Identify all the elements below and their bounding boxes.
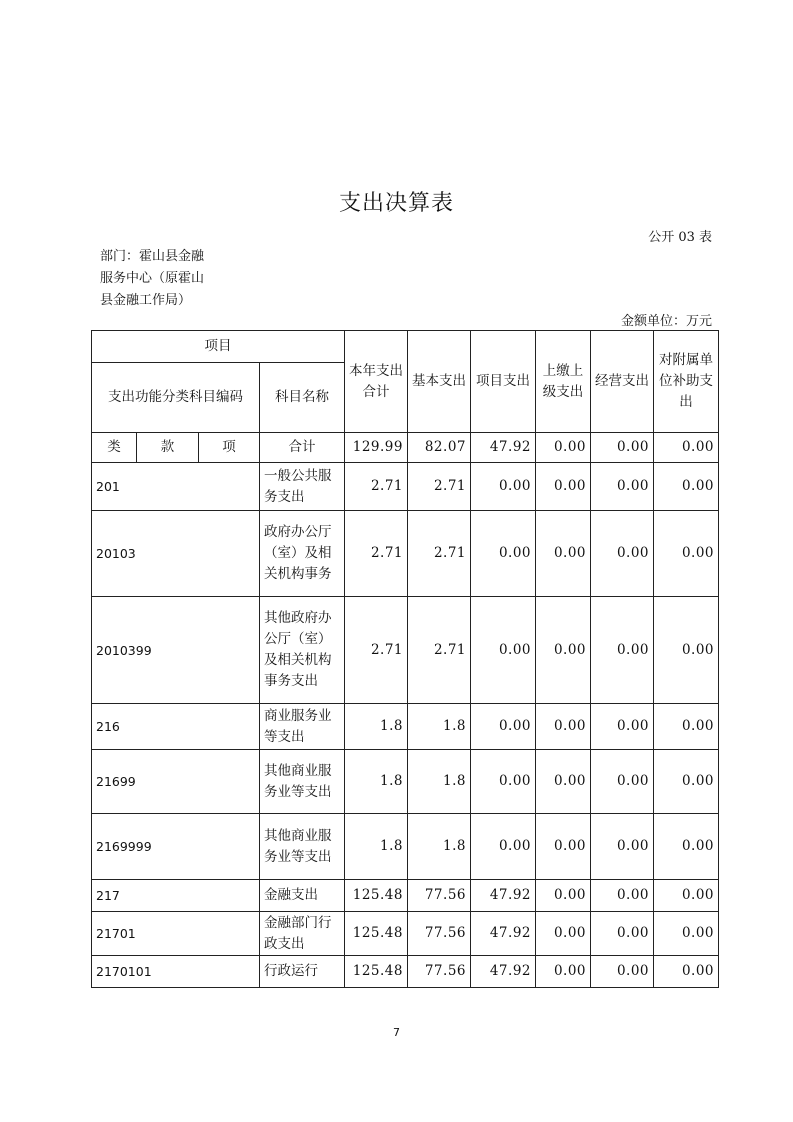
row-code: 2010399 xyxy=(92,597,260,704)
row-code: 21701 xyxy=(92,912,260,956)
row-name: 一般公共服务支出 xyxy=(260,463,345,511)
row-upper: 0.00 xyxy=(536,912,591,956)
page-number: 7 xyxy=(393,1026,400,1039)
row-business: 0.00 xyxy=(591,956,654,988)
header-total: 本年支出合计 xyxy=(345,331,408,433)
table-row xyxy=(92,463,719,511)
table-row xyxy=(92,956,719,988)
row-business: 0.00 xyxy=(591,597,654,704)
row-basic: 2.71 xyxy=(408,597,471,704)
department-label: 部门：霍山县金融服务中心（原霍山县金融工作局） xyxy=(100,249,205,308)
row-name: 行政运行 xyxy=(260,956,345,988)
total-project: 47.92 xyxy=(471,433,536,463)
row-upper: 0.00 xyxy=(536,597,591,704)
table-row xyxy=(92,750,719,814)
row-basic: 77.56 xyxy=(408,912,471,956)
row-upper: 0.00 xyxy=(536,956,591,988)
sum-label: 合计 xyxy=(260,433,345,463)
row-total: 125.48 xyxy=(345,912,408,956)
header-project: 项目支出 xyxy=(471,331,536,433)
row-basic: 2.71 xyxy=(408,511,471,597)
row-basic: 1.8 xyxy=(408,814,471,880)
row-name: 其他商业服务业等支出 xyxy=(260,750,345,814)
row-total: 2.71 xyxy=(345,463,408,511)
row-code: 217 xyxy=(92,880,260,912)
table-row xyxy=(92,704,719,750)
header-item: 项目 xyxy=(92,331,345,363)
row-project: 0.00 xyxy=(471,511,536,597)
row-code: 216 xyxy=(92,704,260,750)
row-project: 0.00 xyxy=(471,814,536,880)
row-name: 金融部门行政支出 xyxy=(260,912,345,956)
row-upper: 0.00 xyxy=(536,880,591,912)
row-project: 0.00 xyxy=(471,597,536,704)
row-upper: 0.00 xyxy=(536,511,591,597)
amount-unit: 金额单位：万元 xyxy=(620,314,712,329)
row-upper: 0.00 xyxy=(536,463,591,511)
row-subsidiary: 0.00 xyxy=(654,597,719,704)
row-business: 0.00 xyxy=(591,511,654,597)
row-project: 0.00 xyxy=(471,704,536,750)
row-subsidiary: 0.00 xyxy=(654,880,719,912)
expenditure-table xyxy=(91,330,719,988)
page-title: 支出决算表 xyxy=(338,191,454,216)
row-project: 47.92 xyxy=(471,912,536,956)
form-number: 公开 03 表 xyxy=(648,230,712,245)
row-name: 政府办公厅（室）及相关机构事务 xyxy=(260,511,345,597)
header-lei: 类 xyxy=(92,433,137,463)
row-business: 0.00 xyxy=(591,463,654,511)
total-basic: 82.07 xyxy=(408,433,471,463)
row-subsidiary: 0.00 xyxy=(654,750,719,814)
header-upper: 上缴上级支出 xyxy=(536,331,591,433)
row-total: 1.8 xyxy=(345,750,408,814)
row-subsidiary: 0.00 xyxy=(654,463,719,511)
row-total: 2.71 xyxy=(345,597,408,704)
row-upper: 0.00 xyxy=(536,704,591,750)
row-subsidiary: 0.00 xyxy=(654,511,719,597)
row-basic: 2.71 xyxy=(408,463,471,511)
table-row xyxy=(92,912,719,956)
header-basic: 基本支出 xyxy=(408,331,471,433)
row-basic: 1.8 xyxy=(408,704,471,750)
row-basic: 77.56 xyxy=(408,956,471,988)
row-total: 2.71 xyxy=(345,511,408,597)
row-code: 2169999 xyxy=(92,814,260,880)
row-name: 其他政府办公厅（室）及相关机构事务支出 xyxy=(260,597,345,704)
row-basic: 77.56 xyxy=(408,880,471,912)
row-basic: 1.8 xyxy=(408,750,471,814)
row-total: 125.48 xyxy=(345,956,408,988)
header-subject-name: 科目名称 xyxy=(260,363,345,433)
total-business: 0.00 xyxy=(591,433,654,463)
row-subsidiary: 0.00 xyxy=(654,814,719,880)
row-business: 0.00 xyxy=(591,704,654,750)
row-subsidiary: 0.00 xyxy=(654,912,719,956)
row-code: 2170101 xyxy=(92,956,260,988)
header-code-group: 支出功能分类科目编码 xyxy=(92,363,260,433)
row-project: 47.92 xyxy=(471,956,536,988)
header-subsidiary: 对附属单位补助支出 xyxy=(654,331,719,433)
table-row xyxy=(92,814,719,880)
row-business: 0.00 xyxy=(591,750,654,814)
row-project: 47.92 xyxy=(471,880,536,912)
row-name: 商业服务业等支出 xyxy=(260,704,345,750)
header-kuan: 款 xyxy=(137,433,199,463)
total-subsidiary: 0.00 xyxy=(654,433,719,463)
row-project: 0.00 xyxy=(471,463,536,511)
row-project: 0.00 xyxy=(471,750,536,814)
row-code: 21699 xyxy=(92,750,260,814)
row-business: 0.00 xyxy=(591,880,654,912)
totals-row xyxy=(92,433,719,463)
row-upper: 0.00 xyxy=(536,750,591,814)
table-row xyxy=(92,511,719,597)
row-name: 金融支出 xyxy=(260,880,345,912)
row-subsidiary: 0.00 xyxy=(654,704,719,750)
total-upper: 0.00 xyxy=(536,433,591,463)
row-business: 0.00 xyxy=(591,814,654,880)
row-business: 0.00 xyxy=(591,912,654,956)
table-row xyxy=(92,597,719,704)
row-total: 1.8 xyxy=(345,814,408,880)
row-total: 1.8 xyxy=(345,704,408,750)
row-upper: 0.00 xyxy=(536,814,591,880)
row-code: 201 xyxy=(92,463,260,511)
table-row xyxy=(92,880,719,912)
row-name: 其他商业服务业等支出 xyxy=(260,814,345,880)
row-code: 20103 xyxy=(92,511,260,597)
total-total: 129.99 xyxy=(345,433,408,463)
header-business: 经营支出 xyxy=(591,331,654,433)
row-total: 125.48 xyxy=(345,880,408,912)
header-xiang: 项 xyxy=(199,433,260,463)
row-subsidiary: 0.00 xyxy=(654,956,719,988)
